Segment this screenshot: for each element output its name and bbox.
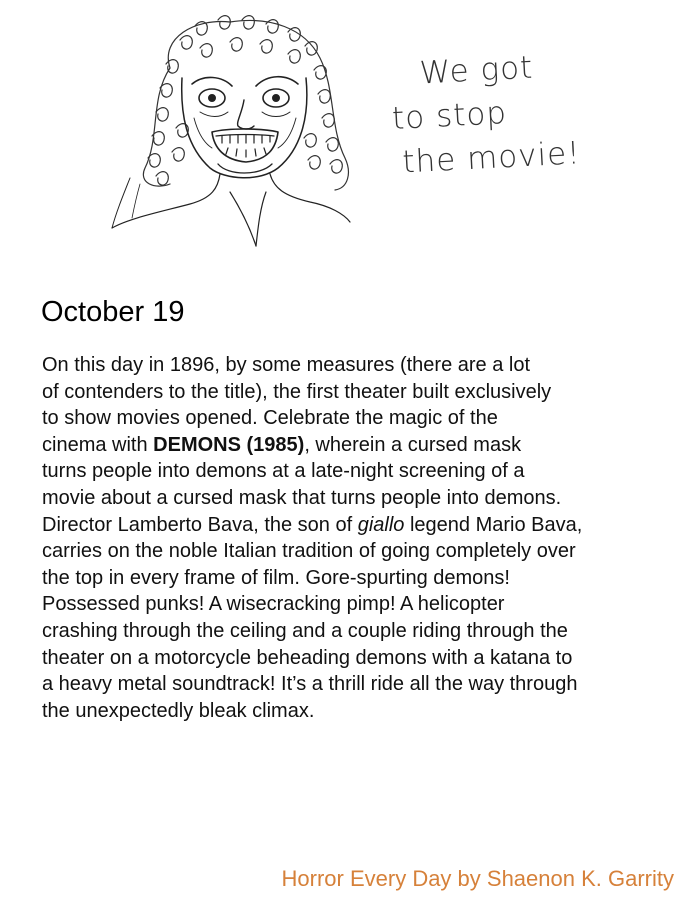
body-line: to show movies opened. Celebrate the magic of the [42, 407, 498, 430]
body-text-segment: , wherein a cursed mask [304, 433, 522, 456]
body-line: carries on the noble Italian tradition of going completely over [42, 540, 576, 563]
body-line: a heavy metal soundtrack! It’s a thrill ride all the way through [42, 673, 578, 696]
body-line: the unexpectedly bleak climax. [42, 699, 315, 722]
body-line: On this day in 1896, by some measures (there are a lot [42, 354, 531, 376]
body-line: of contenders to the title), the first theater built exclusively [42, 380, 552, 403]
body-text-segment: legend Mario Bava, [404, 513, 583, 536]
body-line: the top in every frame of film. Gore-spurting demons! [42, 566, 510, 589]
body-text-segment: Director Lamberto Bava, the son of [42, 513, 358, 536]
body-line: Possessed punks! A wisecracking pimp! A helicopter [42, 593, 505, 616]
body-line: theater on a motorcycle beheading demons with a katana to [42, 646, 573, 669]
body-line: turns people into demons at a late-night screening of a [42, 460, 525, 483]
entry-body [42, 352, 652, 724]
speech-caption [389, 43, 586, 185]
speech-line: to stop [391, 94, 508, 137]
body-line [42, 512, 652, 539]
body-line: movie about a cursed mask that turns people into demons. [42, 486, 562, 509]
movie-title: DEMONS (1985) [153, 433, 305, 456]
genre-term: giallo [357, 513, 405, 536]
entry-date-heading: October 19 [41, 296, 185, 328]
body-text-segment: cinema with [42, 433, 154, 456]
speech-line: We got [418, 49, 535, 92]
body-line: crashing through the ceiling and a couple riding through the [42, 619, 568, 642]
author-credit: Horror Every Day by Shaenon K. Garrity [281, 866, 674, 891]
speech-line: the movie! [401, 135, 582, 181]
body-line [42, 432, 652, 459]
